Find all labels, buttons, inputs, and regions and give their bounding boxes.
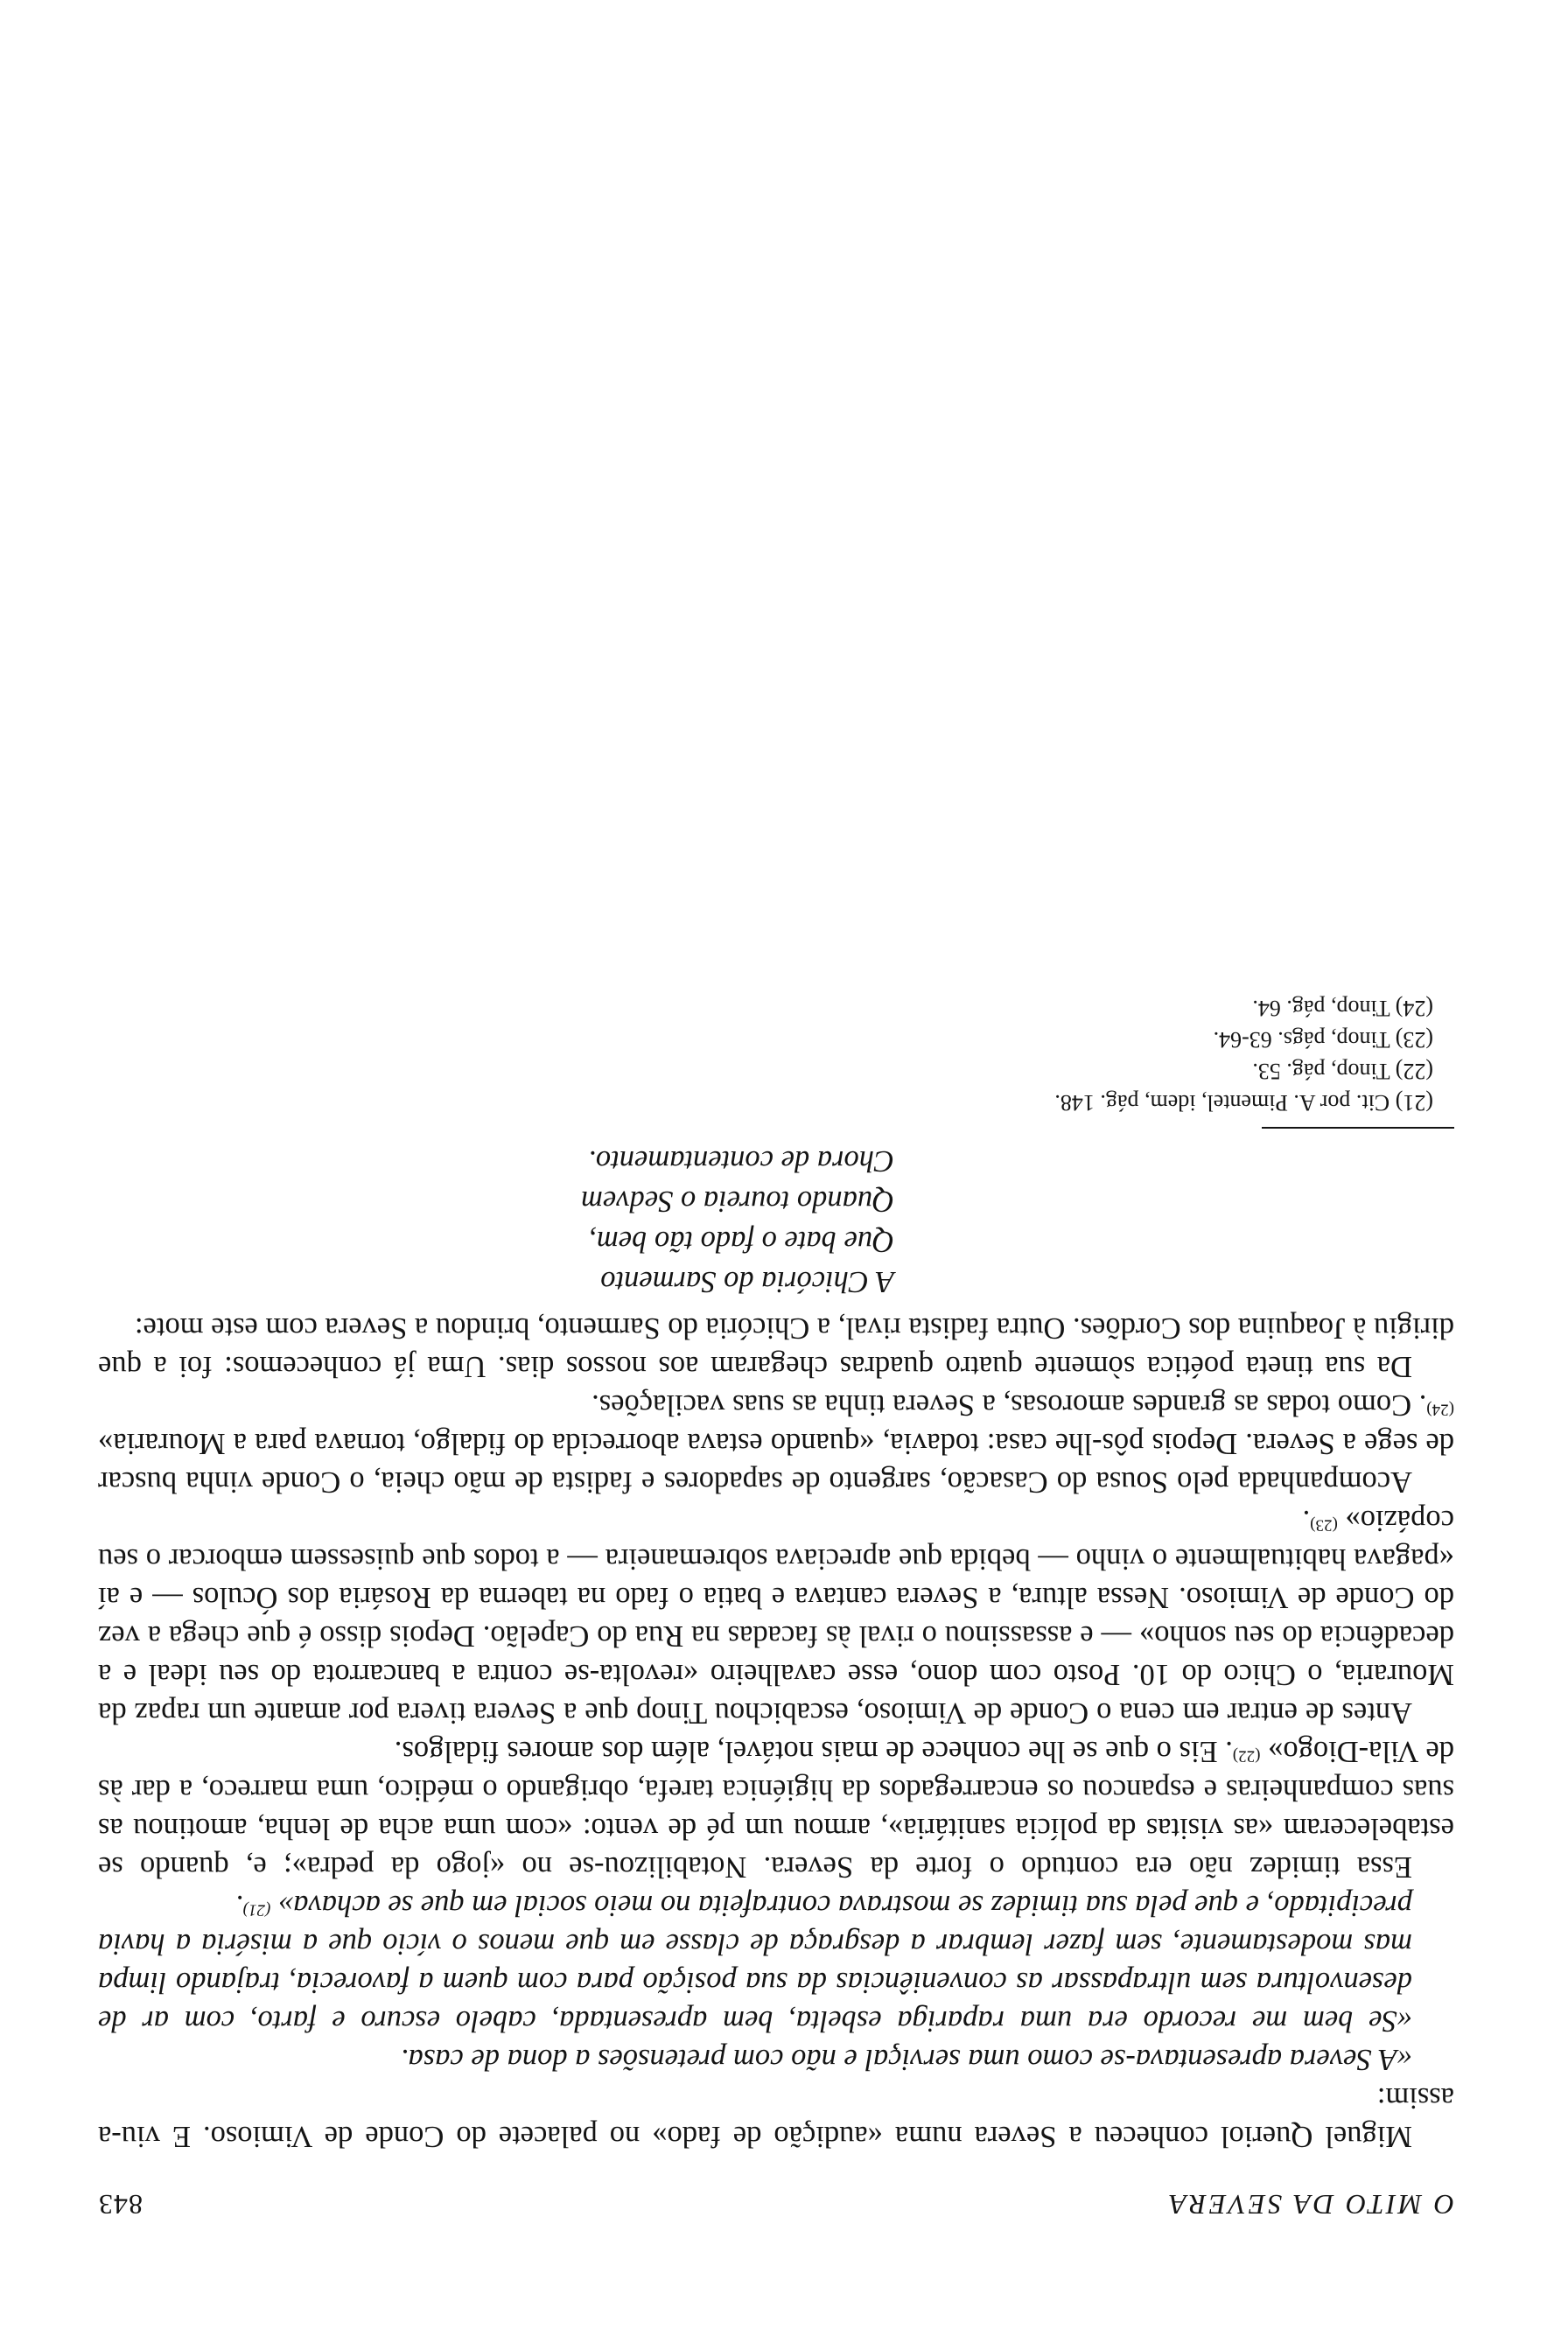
paragraph-queriol: Miguel Queriol conheceu a Severa numa «audição de fado» no palacete do Conde de Vimioso. E viu-a assim:: [98, 2081, 1454, 2153]
paragraph-sousa-text: Acompanhada pelo Sousa do Casacão, sargento de sapadores e fadista de mão cheia, o Conde vinha buscar de sege a Severa. Depois pôs-lhe casa: todavia, «quando estava aborrecida do fidalgo, tornava para a Mouraria»: [98, 1427, 1454, 1499]
running-header: [98, 2186, 1454, 2224]
paragraph-conde-end: .: [1302, 1504, 1311, 1537]
footnote-divider: [1262, 1127, 1454, 1129]
paragraph-conde-text: Antes de entrar em cena o Conde de Vimioso, escabichou Tinop que a Severa tivera por amante um rapaz da Mouraria, o Chico do 10. Posto com dono, esse cavalheiro «revolta-se contra a bancarrota do seu ideal e a decadência do seu sonho» — e assassinou o rival às facadas na Rua do Capelão. Depois disso é que chega a vez do Conde de Vimioso. Nessa altura, a Severa cantava e batia o fado na taberna da Rosária dos Óculos — e aí «pagava habitualmente o vinho — bebida que apreciava sobremaneira — a todos que quisessem emborcar o seu copázio»: [98, 1504, 1454, 1730]
footnote-23: (23) Tinop, págs. 63-64.: [1213, 1027, 1433, 1053]
footnote-ref-22: (22): [1232, 1746, 1261, 1766]
footnote-ref-24: (24): [1426, 1400, 1454, 1419]
footnote-22: (22) Tinop, pág. 53.: [1252, 1059, 1433, 1084]
quote-description: [98, 1886, 1412, 2040]
quote-servical: «A Severa apresentava-se como uma serviçal e não com pretensões a dona de casa.: [400, 2043, 1412, 2076]
footnote-ref-21: (21): [242, 1900, 271, 1920]
paragraph-sousa-end: . Como todas as grandes amorosas, a Severa tinha as suas vacilações.: [592, 1388, 1427, 1422]
verse-line: Quando toureia o Sedvem: [580, 1185, 894, 1218]
footnote-21: (21) Cit. por A. Pimentel, idem, pág. 148.: [1054, 1090, 1433, 1116]
footnotes: [98, 992, 1433, 1118]
footnote-ref-23: (23): [1310, 1515, 1338, 1535]
verse-quatrain: [98, 1141, 894, 1302]
paragraph-sousa: [98, 1386, 1454, 1501]
paragraph-tineta: Da sua tineta poética sòmente quatro quadras chegaram aos nossos dias. Uma já conhecemos: foi a que dirigiu à Joaquina dos Cordões. Outra fadista rival, a Chicória do Sarmento, brindou a Severa com este mote:: [98, 1311, 1454, 1383]
quote-description-end: .: [235, 1889, 243, 1922]
quote-description-text: «Se bem me recordo era uma rapariga esbelta, bem apresentada, cabelo escuro e farto, com ar de desenvoltura sem ultrapassar as conveniências da sua posição para com quem a favorecia, trajando limpa mas modestamente, sem fazer lembrar a desgraça de classe em que menos o vício que a miséria a havia precipitado, e que pela sua timidez se mostrava contrafeita no meio social em que se achava»: [98, 1889, 1412, 2038]
text-block: [98, 992, 1454, 2224]
page-number: 843: [98, 2189, 143, 2221]
verse-line: Que bate o fado tão bem,: [589, 1225, 894, 1258]
paragraph-conde: [98, 1501, 1454, 1732]
paragraph-timidez: [98, 1732, 1454, 1886]
verse-line: A Chicória do Sarmento: [600, 1265, 894, 1298]
paragraph-timidez-end: . Eis o que se lhe conhece de mais notável, além dos amores fidalgos.: [394, 1735, 1233, 1768]
footnote-24: (24) Tinop, pág. 64.: [1252, 996, 1433, 1021]
paragraph-timidez-text: Essa timidez não era contudo o forte da Severa. Notabilizou-se no «jogo da pedra»; e, quando se estabeleceram «as visitas da polícia sanitária», armou um pé de vento: «com uma acha de lenha, amotinou as suas companheiras e espancou os encarregados da higiénica tarefa, obrigando o médico, uma marreco, a dar às de Vila-Diogo»: [98, 1735, 1454, 1884]
running-title: O MITO DA SEVERA: [1166, 2189, 1454, 2221]
verse-line: Chora de contentamento.: [588, 1144, 894, 1178]
